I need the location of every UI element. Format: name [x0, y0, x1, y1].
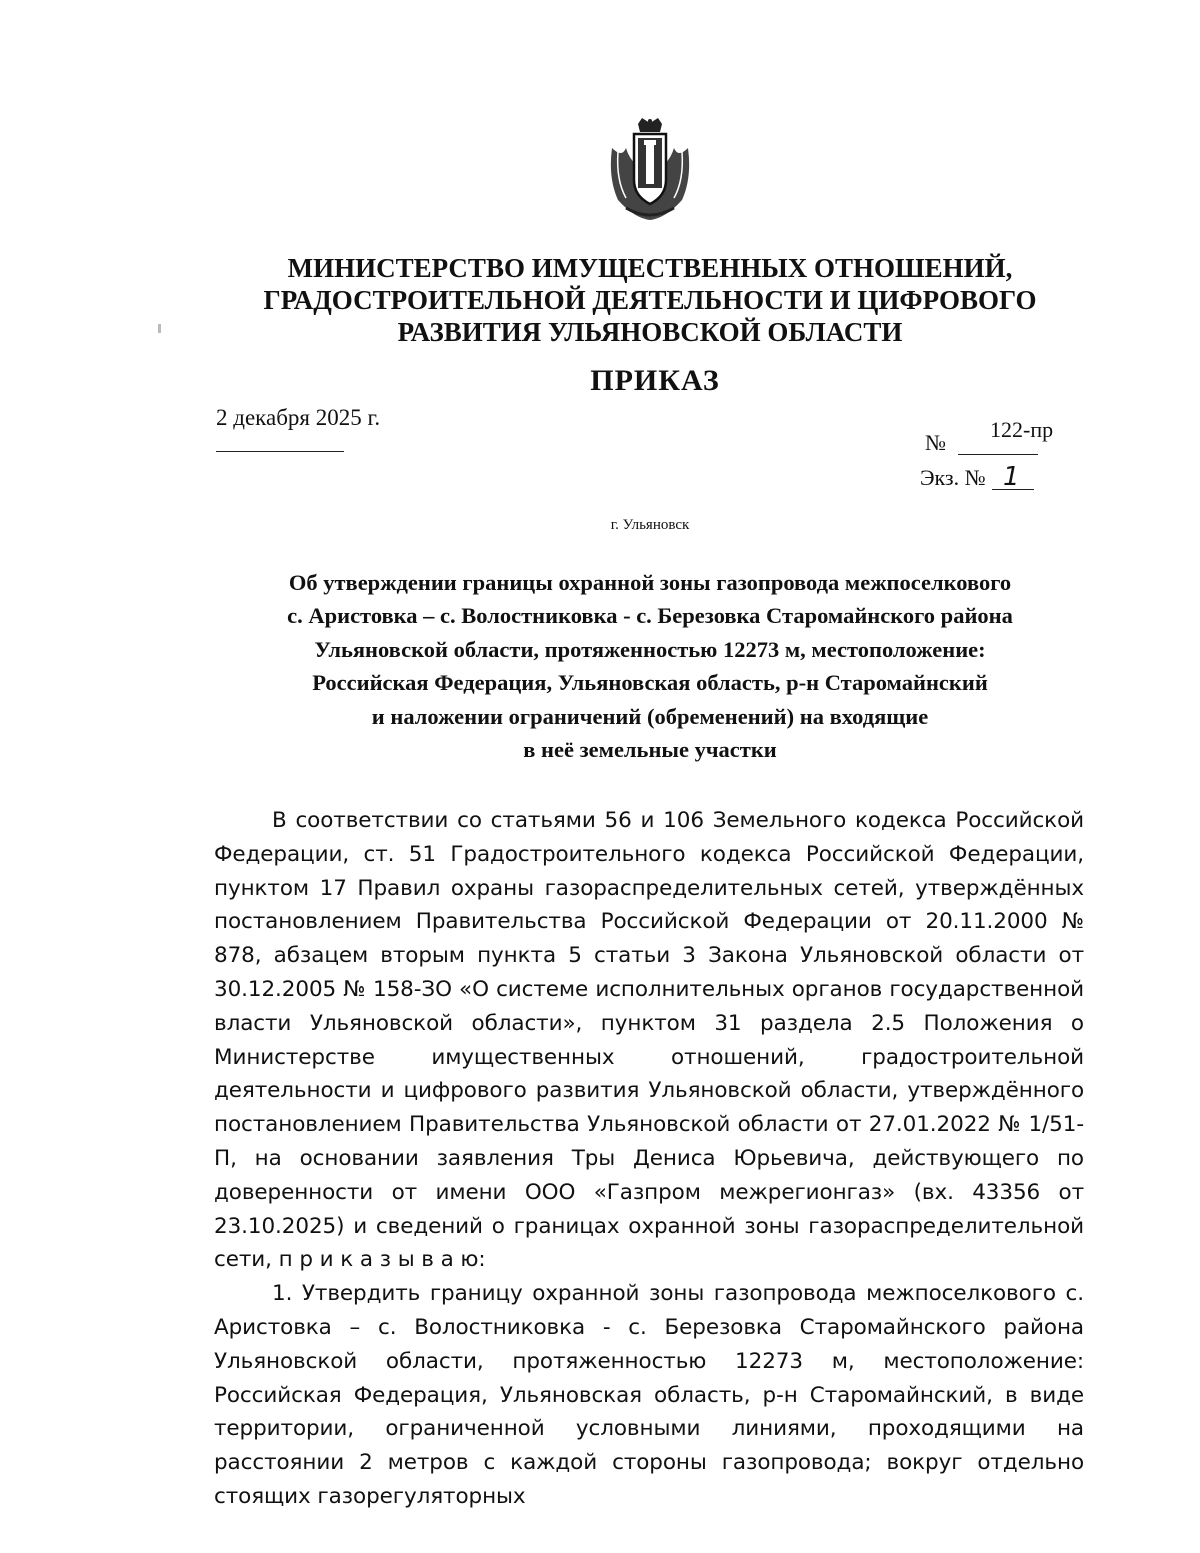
- preamble-paragraph: [214, 804, 1084, 1277]
- order-heading: [230, 566, 1070, 766]
- copy-label: Экз. №: [920, 465, 986, 490]
- item-1-paragraph: 1. Утвердить границу охранной зоны газопровода межпоселкового с. Аристовка – с. Волостниковка - с. Березовка Старомайнского района Ульяновской области, протяженностью 12273 м, местоположение: Российская Федерация, Ульяновская область, р-н Старомайнский, в виде территории, ограниченной условными линиями, проходящими на расстоянии 2 метров с каждой стороны газопровода; вокруг отдельно стоящих газорегуляторных: [214, 1281, 1084, 1509]
- ministry-line: МИНИСТЕРСТВО ИМУЩЕСТВЕННЫХ ОТНОШЕНИЙ,: [287, 253, 1013, 283]
- copy-number: 1: [1003, 462, 1020, 492]
- heading-line: и наложении ограничений (обременений) на входящие: [371, 703, 929, 729]
- date-underline: [216, 451, 344, 452]
- heading-line: Ульяновской области, протяженностью 12273 м, местоположение:: [314, 636, 986, 662]
- order-number: 122-пр: [990, 417, 1054, 442]
- copy-underline: [992, 489, 1034, 490]
- number-underline: [958, 454, 1038, 455]
- city: г. Ульяновск: [610, 517, 690, 533]
- heading-line: Об утверждении границы охранной зоны газопровода межпоселкового: [288, 570, 1012, 595]
- heading-line: с. Аристовка – с. Волостниковка - с. Березовка Старомайнского района: [287, 603, 1013, 629]
- order-word: п р и к а з ы в а ю:: [278, 1247, 486, 1273]
- ministry-line: РАЗВИТИЯ УЛЬЯНОВСКОЙ ОБЛАСТИ: [397, 317, 903, 347]
- number-sign: №: [925, 430, 946, 455]
- document-type: ПРИКАЗ: [590, 364, 720, 397]
- margin-mark: [158, 324, 161, 333]
- order-date: 2 декабря 2025 г.: [216, 405, 381, 430]
- ministry-line: ГРАДОСТРОИТЕЛЬНОЙ ДЕЯТЕЛЬНОСТИ И ЦИФРОВОГО: [263, 285, 1037, 315]
- preamble-text: В соответствии со статьями 56 и 106 Земельного кодекса Российской Федерации, ст. 51 Градостроительного кодекса Российской Федерации, пунктом 17 Правил охраны газораспределительных сетей, утверждённых постановлением Правительства Российской Федерации от 20.11.2000 № 878, абзацем вторым пункта 5 статьи 3 Закона Ульяновской области от 30.12.2005 № 158-ЗО «О системе исполнительных органов государственной власти Ульяновской области», пунктом 31 раздела 2.5 Положения о Министерстве имущественных отношений, градостроительной деятельности и цифрового развития Ульяновской области, утверждённого постановлением Правительства Ульяновской области от 27.01.2022 № 1/51-П, на основании заявления Тры Дениса Юрьевича, действующего по доверенности от имени ООО «Газпром межрегионгаз» (вх. 43356 от 23.10.2025) и сведений о границах охранной зоны газораспределительной сети,: [214, 808, 1084, 1273]
- coat-of-arms-icon: [598, 118, 702, 222]
- ministry-name: [250, 252, 1050, 348]
- heading-line: Российская Федерация, Ульяновская область, р-н Старомайнский: [312, 670, 988, 696]
- order-body: [214, 804, 1084, 1514]
- heading-line: в неё земельные участки: [523, 737, 777, 763]
